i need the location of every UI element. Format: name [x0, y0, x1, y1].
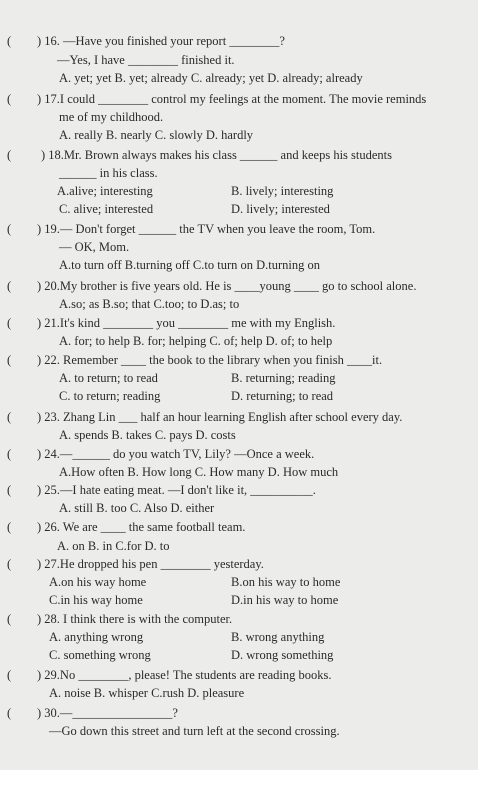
exam-line: —Yes, I have ________ finished it. — [57, 53, 235, 67]
exam-line: A.to turn off B.turning off C.to turn on D.turning on — [59, 258, 320, 272]
question-line: ) 23. Zhang Lin ___ half an hour learning English after school every day. — [37, 410, 403, 424]
answer-bracket: ( — [7, 353, 12, 367]
exam-line: ______ in his class. — [59, 166, 158, 180]
answer-bracket: ( — [7, 410, 12, 424]
exam-line: A. anything wrong — [49, 630, 144, 644]
exam-line: C. something wrong — [49, 648, 151, 662]
answer-bracket: ( — [7, 520, 12, 534]
exam-line: A. noise B. whisper C.rush D. pleasure — [49, 686, 245, 700]
question-line: ) 27.He dropped his pen ________ yesterday. — [37, 557, 264, 571]
option-right: D.in his way to home — [231, 593, 339, 607]
question-line: ) 22. Remember ____ the book to the library when you finish ____it. — [37, 353, 383, 367]
exam-line: A.so; as B.so; that C.too; to D.as; to — [59, 297, 240, 311]
exam-line: A.How often B. How long C. How many D. How much — [59, 465, 339, 479]
exam-line: A.on his way home — [49, 575, 147, 589]
option-right: B. returning; reading — [231, 371, 336, 385]
exam-line: C.in his way home — [49, 593, 143, 607]
question-line: ) 26. We are ____ the same football team. — [37, 520, 246, 534]
exam-line: A. spends B. takes C. pays D. costs — [59, 428, 236, 442]
exam-line: A. really B. nearly C. slowly D. hardly — [59, 128, 254, 142]
answer-bracket: ( — [7, 483, 12, 497]
exam-line: A. on B. in C.for D. to — [57, 539, 170, 553]
answer-bracket: ( — [7, 92, 12, 106]
answer-bracket: ( — [7, 447, 12, 461]
answer-bracket: ( — [7, 668, 12, 682]
exam-line: — OK, Mom. — [59, 240, 130, 254]
option-right: B.on his way to home — [231, 575, 341, 589]
option-right: D. returning; to read — [231, 389, 334, 403]
answer-bracket: ( — [7, 148, 12, 162]
exam-line: C. alive; interested — [59, 202, 154, 216]
option-right: B. wrong anything — [231, 630, 325, 644]
question-line: ) 18.Mr. Brown always makes his class ______ and keeps his students — [41, 148, 393, 162]
option-right: B. lively; interesting — [231, 184, 334, 198]
exam-line: A. still B. too C. Also D. either — [59, 501, 215, 515]
exam-line: A. for; to help B. for; helping C. of; help D. of; to help — [59, 334, 333, 348]
option-right: D. lively; interested — [231, 202, 330, 216]
question-line: ) 24.—______ do you watch TV, Lily? —Once a week. — [37, 447, 315, 461]
answer-bracket: ( — [7, 222, 12, 236]
question-line: ) 30.—________________? — [37, 706, 178, 720]
question-line: ) 19.— Don't forget ______ the TV when you leave the room, Tom. — [37, 222, 376, 236]
question-line: ) 29.No ________, please! The students are reading books. — [37, 668, 332, 682]
question-line: ) 28. I think there is with the computer. — [37, 612, 233, 626]
exam-line: A.alive; interesting — [57, 184, 153, 198]
exam-line: —Go down this street and turn left at the second crossing. — [49, 724, 340, 738]
answer-bracket: ( — [7, 279, 12, 293]
answer-bracket: ( — [7, 557, 12, 571]
answer-bracket: ( — [7, 316, 12, 330]
answer-bracket: ( — [7, 612, 12, 626]
question-line: ) 16. —Have you finished your report ________? — [37, 34, 285, 48]
exam-line: me of my childhood. — [59, 110, 164, 124]
exam-line: C. to return; reading — [59, 389, 161, 403]
question-line: ) 21.It's kind ________ you ________ me with my English. — [37, 316, 336, 330]
question-line: ) 25.—I hate eating meat. —I don't like it, __________. — [37, 483, 316, 497]
answer-bracket: ( — [7, 706, 12, 720]
question-line: ) 20.My brother is five years old. He is ____young ____ go to school alone. — [37, 279, 417, 293]
exam-line: A. yet; yet B. yet; already C. already; yet D. already; already — [59, 71, 363, 85]
answer-bracket: ( — [7, 34, 12, 48]
exam-line: A. to return; to read — [59, 371, 158, 385]
option-right: D. wrong something — [231, 648, 334, 662]
question-line: ) 17.I could ________ control my feelings at the moment. The movie reminds — [37, 92, 427, 106]
